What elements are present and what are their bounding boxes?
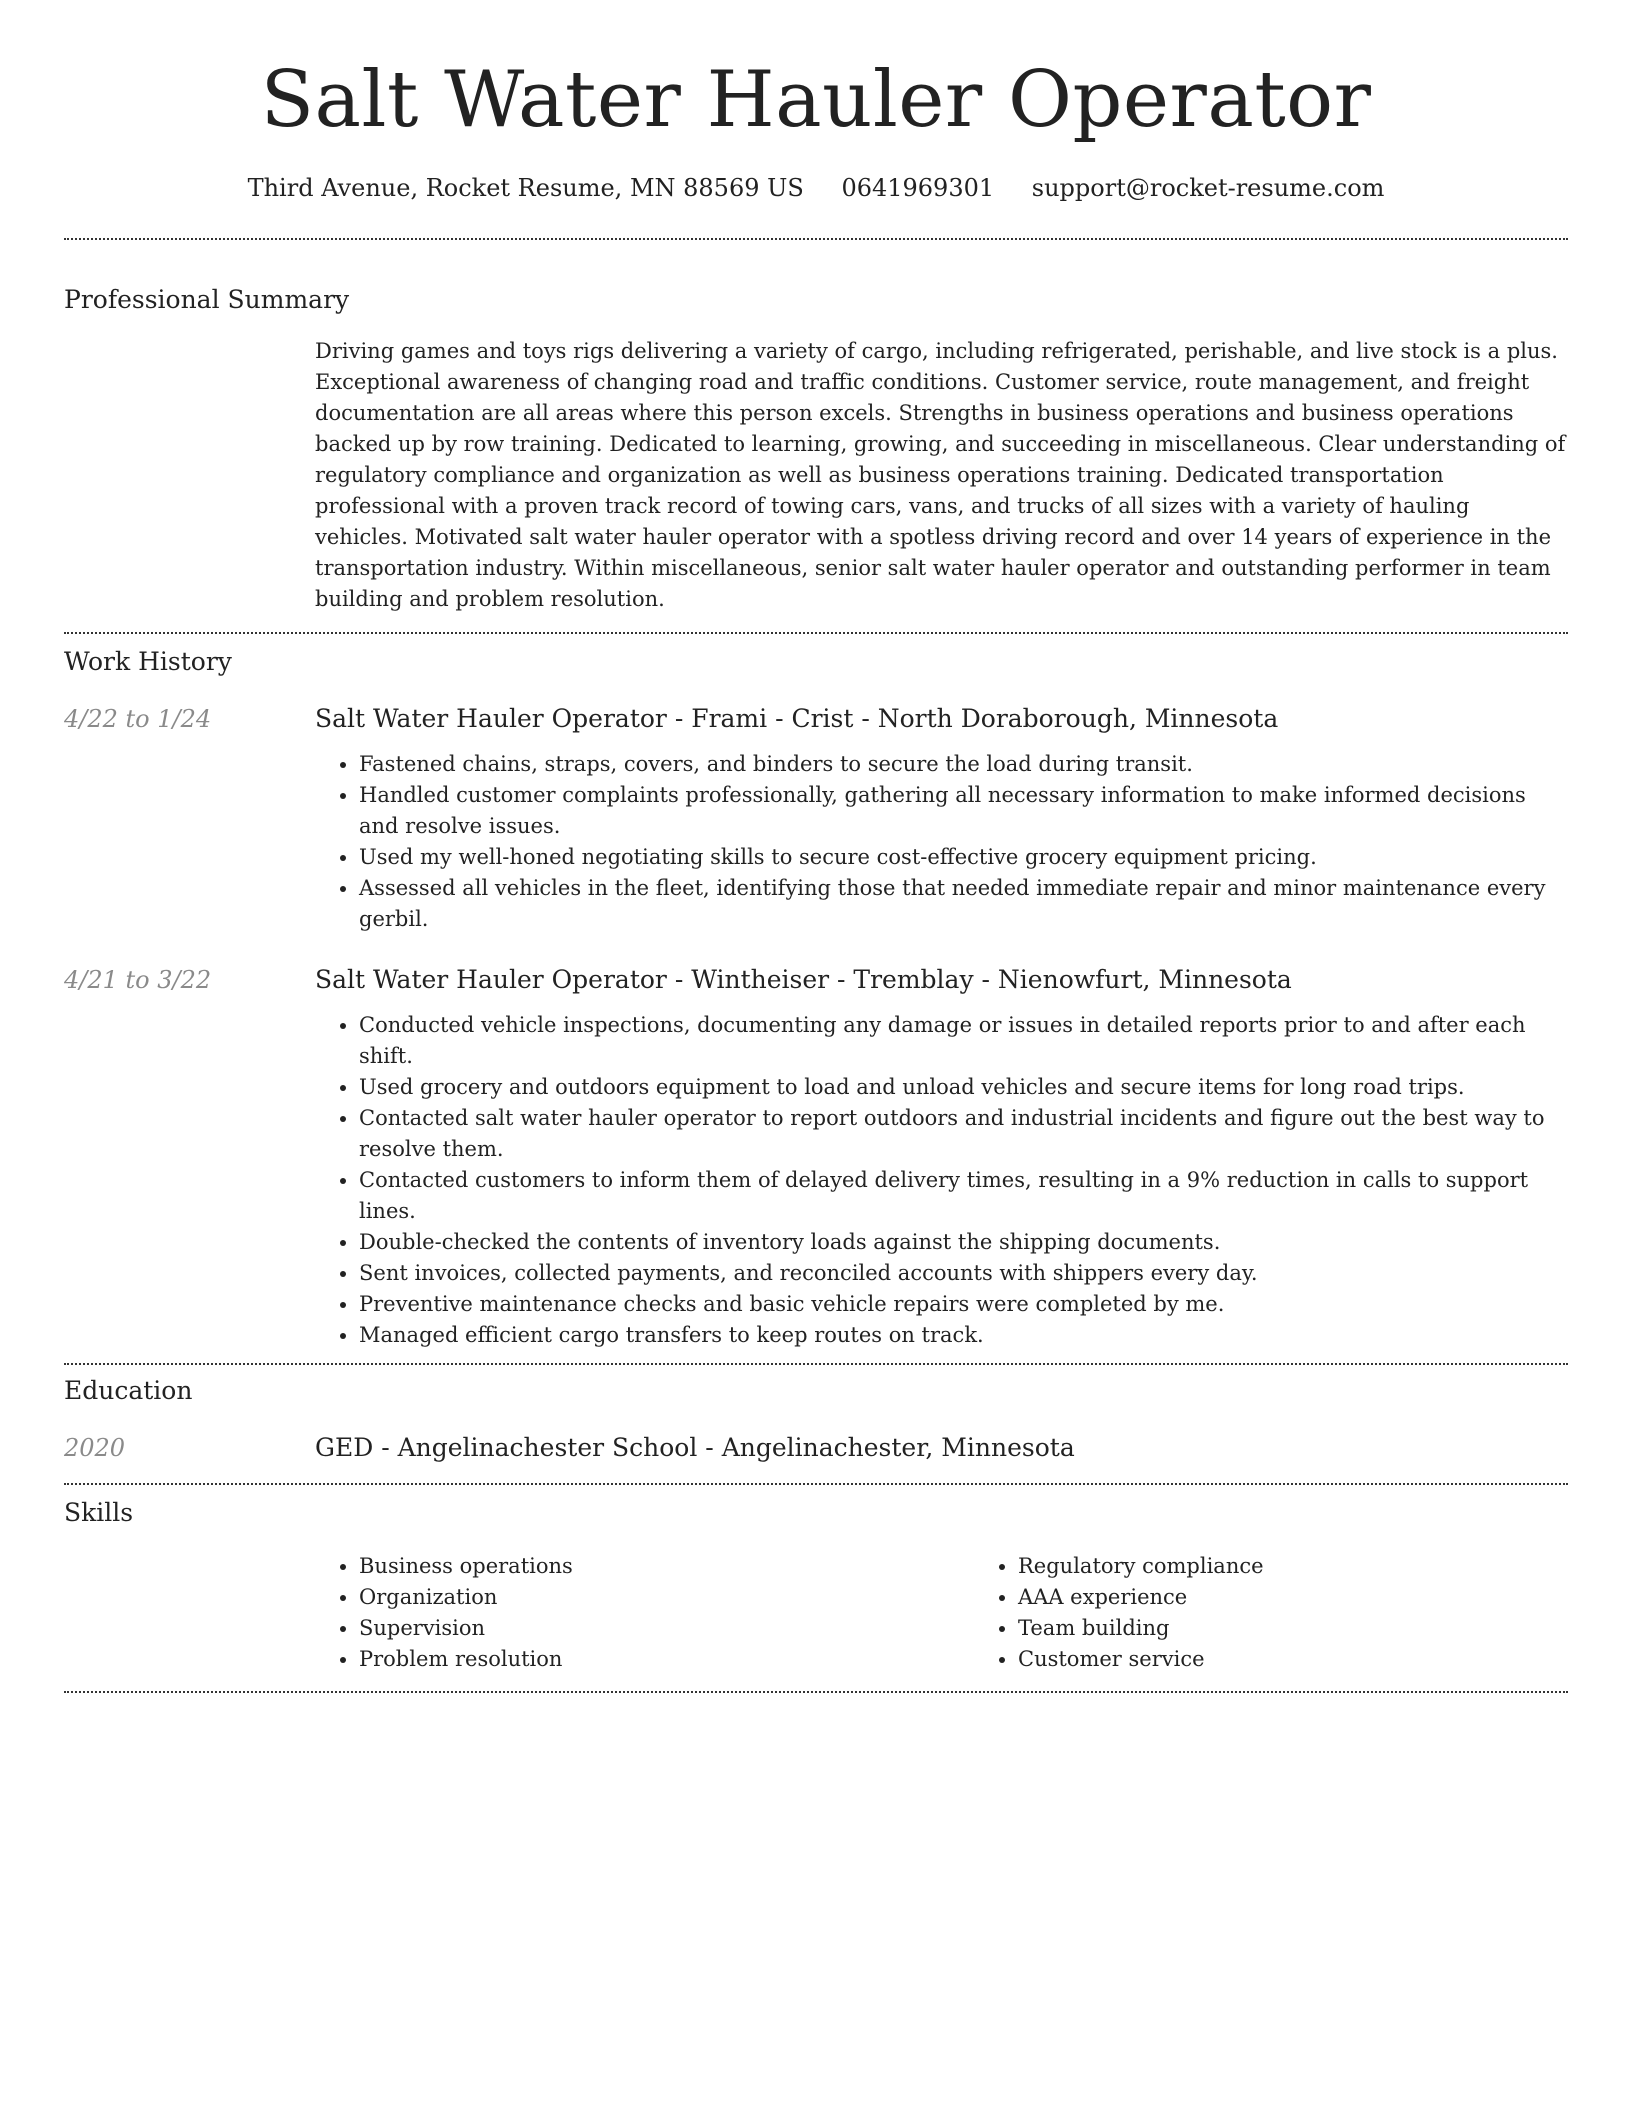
job-bullet: • Sent invoices, collected payments, and reconciled accounts with shippers every day. bbox=[359, 1258, 1568, 1289]
job-bullet: • Preventive maintenance checks and basic vehicle repairs were completed by me. bbox=[359, 1289, 1568, 1320]
skills-section bbox=[64, 1497, 1568, 1675]
section-title-skills: Skills bbox=[64, 1498, 134, 1527]
job-entry bbox=[64, 963, 1568, 1351]
divider bbox=[64, 1691, 1568, 1693]
contact-address: Third Avenue, Rocket Resume, MN 88569 US bbox=[247, 174, 804, 202]
education-body bbox=[315, 1431, 1568, 1465]
divider bbox=[64, 1483, 1568, 1485]
work-history-section bbox=[64, 646, 1568, 1351]
skill-item: • Regulatory compliance bbox=[1018, 1551, 1632, 1582]
contact-email: support@rocket-resume.com bbox=[1031, 174, 1385, 202]
section-title-work-history: Work History bbox=[64, 647, 232, 676]
section-title-summary: Professional Summary bbox=[64, 285, 350, 314]
divider bbox=[64, 1363, 1568, 1365]
summary-left-spacer bbox=[64, 336, 315, 615]
job-bullets bbox=[315, 749, 1568, 935]
section-title-education: Education bbox=[64, 1376, 193, 1405]
summary-text: Driving games and toys rigs delivering a variety of cargo, including refrigerated, perishable, and live stock is a plus. Exceptional awareness of changing road and traffic conditions. Customer service, route management, and freight documentation are all areas where this person excels. Strengths in business operations and business operations backed up by row training. Dedicated to learning, growing, and succeeding in miscellaneous. Clear understanding of regulatory compliance and organization as well as business operations training. Dedicated transportation professional with a proven track record of towing cars, vans, and trucks of all sizes with a variety of hauling vehicles. Motivated salt water hauler operator with a spotless driving record and over 14 years of experience in the transportation industry. Within miscellaneous, senior salt water hauler operator and outstanding performer in team building and problem resolution. bbox=[315, 339, 1566, 611]
job-bullet: • Contacted customers to inform them of delayed delivery times, resulting in a 9% reduction in calls to support lines. bbox=[359, 1165, 1568, 1227]
education-entry bbox=[64, 1431, 1568, 1465]
job-bullet: • Conducted vehicle inspections, documenting any damage or issues in detailed reports prior to and after each shift. bbox=[359, 1010, 1568, 1072]
contact-line bbox=[64, 172, 1568, 204]
contact-phone: 0641969301 bbox=[841, 174, 995, 202]
skill-item: • Customer service bbox=[1018, 1644, 1632, 1675]
job-heading: Salt Water Hauler Operator - Wintheiser - Tremblay - Nienowfurt, Minnesota bbox=[315, 965, 1292, 994]
job-heading: Salt Water Hauler Operator - Frami - Crist - North Doraborough, Minnesota bbox=[315, 704, 1279, 733]
job-body bbox=[315, 702, 1568, 935]
skill-item: • Team building bbox=[1018, 1613, 1632, 1644]
divider bbox=[64, 238, 1568, 240]
job-entry bbox=[64, 702, 1568, 935]
skills-list-left bbox=[315, 1551, 974, 1675]
job-dates: 4/22 to 1/24 bbox=[64, 705, 212, 733]
job-dates: 4/21 to 3/22 bbox=[64, 966, 212, 994]
job-bullet: • Used grocery and outdoors equipment to load and unload vehicles and secure items for long road trips. bbox=[359, 1072, 1568, 1103]
education-heading: GED - Angelinachester School - Angelinachester, Minnesota bbox=[315, 1433, 1075, 1462]
skills-row bbox=[64, 1551, 1568, 1675]
job-bullet: • Fastened chains, straps, covers, and binders to secure the load during transit. bbox=[359, 749, 1568, 780]
job-bullet: • Used my well-honed negotiating skills to secure cost-effective grocery equipment pricing. bbox=[359, 842, 1568, 873]
skill-item: • Problem resolution bbox=[359, 1644, 974, 1675]
education-year: 2020 bbox=[64, 1434, 126, 1462]
job-bullet: • Assessed all vehicles in the fleet, identifying those that needed immediate repair and minor maintenance every gerbil. bbox=[359, 873, 1568, 935]
summary-section bbox=[64, 284, 1568, 615]
summary-body bbox=[315, 336, 1568, 615]
job-bullet: • Double-checked the contents of inventory loads against the shipping documents. bbox=[359, 1227, 1568, 1258]
job-bullet: • Handled customer complaints professionally, gathering all necessary information to make informed decisions and resolve issues. bbox=[359, 780, 1568, 842]
skill-item: • Organization bbox=[359, 1582, 974, 1613]
resume-name: Salt Water Hauler Operator bbox=[260, 55, 1372, 145]
skill-item: • AAA experience bbox=[1018, 1582, 1632, 1613]
skills-grid bbox=[315, 1551, 1632, 1675]
job-bullets bbox=[315, 1010, 1568, 1351]
skills-list-right bbox=[974, 1551, 1632, 1675]
education-section bbox=[64, 1375, 1568, 1465]
job-bullet: • Managed efficient cargo transfers to keep routes on track. bbox=[359, 1320, 1568, 1351]
job-body bbox=[315, 963, 1568, 1351]
skill-item: • Supervision bbox=[359, 1613, 974, 1644]
skills-left-spacer bbox=[64, 1551, 315, 1675]
summary-row bbox=[64, 336, 1568, 615]
skill-item: • Business operations bbox=[359, 1551, 974, 1582]
divider bbox=[64, 632, 1568, 634]
job-bullet: • Contacted salt water hauler operator to report outdoors and industrial incidents and figure out the best way to resolve them. bbox=[359, 1103, 1568, 1165]
resume-page bbox=[64, 0, 1568, 1693]
